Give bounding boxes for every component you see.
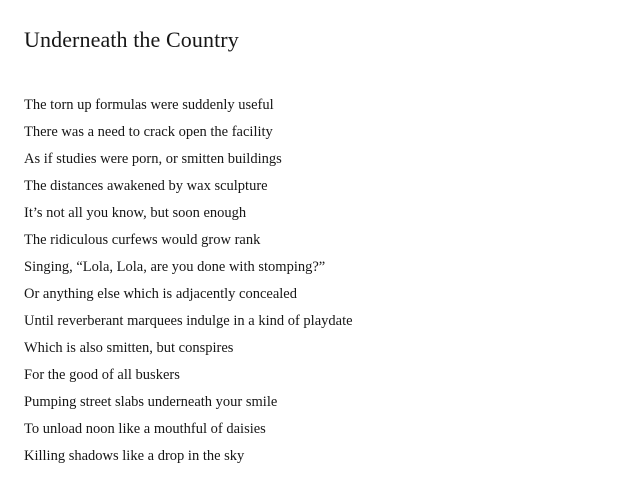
- poem-line: It’s not all you know, but soon enough: [24, 205, 247, 221]
- poem-line: For the good of all buskers: [24, 367, 180, 383]
- poem-line: Or anything else which is adjacently concealed: [24, 286, 297, 302]
- poem-line: Until reverberant marquees indulge in a kind of playdate: [24, 313, 353, 329]
- poem-line: The torn up formulas were suddenly useful: [24, 97, 274, 113]
- poem-line: Singing, “Lola, Lola, are you done with stomping?”: [24, 259, 326, 275]
- poem-line: Killing shadows like a drop in the sky: [24, 448, 245, 464]
- poem-line: Pumping street slabs underneath your smile: [24, 394, 278, 410]
- poem-line: The ridiculous curfews would grow rank: [24, 232, 261, 248]
- poem-body: [24, 92, 353, 470]
- poem-line: As if studies were porn, or smitten buildings: [24, 151, 282, 167]
- poem-line: Which is also smitten, but conspires: [24, 340, 234, 356]
- poem-title: Underneath the Country: [24, 27, 239, 52]
- poem-line: The distances awakened by wax sculpture: [24, 178, 268, 194]
- poem-line: There was a need to crack open the facility: [24, 124, 273, 140]
- poem-line: To unload noon like a mouthful of daisies: [24, 421, 266, 437]
